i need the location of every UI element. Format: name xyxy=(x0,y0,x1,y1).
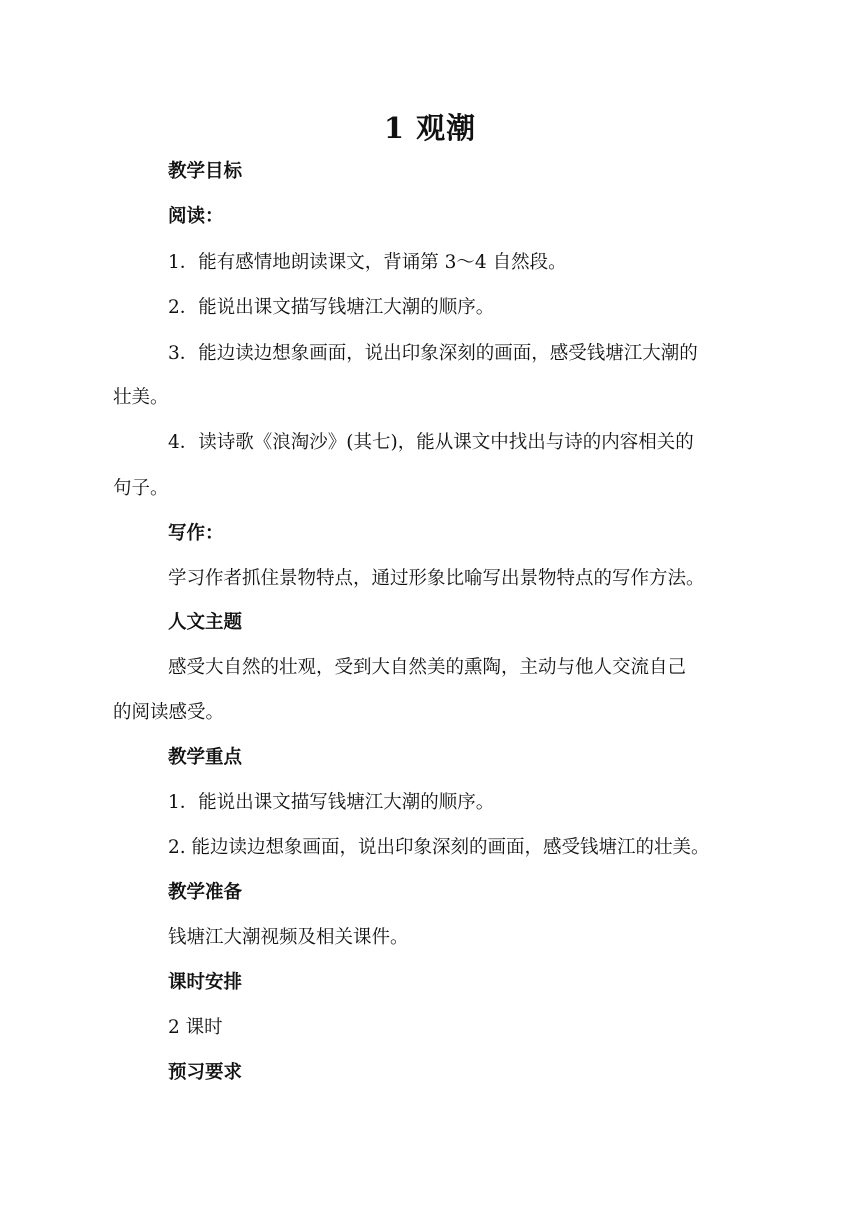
reading-item-4: 4．读诗歌《浪淘沙》(其七)，能从课文中找出与诗的内容相关的 xyxy=(168,432,694,453)
focus-item-2: 2. 能边读边想象画面，说出印象深刻的画面，感受钱塘江的壮美。 xyxy=(168,837,710,858)
writing-heading: 写作： xyxy=(168,523,224,544)
schedule-heading: 课时安排 xyxy=(168,972,243,993)
goals-heading: 教学目标 xyxy=(168,161,243,182)
prep-text: 钱塘江大潮视频及相关课件。 xyxy=(168,927,409,948)
reading-item-4-continuation: 句子。 xyxy=(113,478,169,499)
reading-item-2: 2．能说出课文描写钱塘江大潮的顺序。 xyxy=(168,297,495,318)
focus-heading: 教学重点 xyxy=(168,747,243,768)
theme-heading: 人文主题 xyxy=(168,612,243,633)
reading-item-1: 1．能有感情地朗读课文，背诵第 3～4 自然段。 xyxy=(168,252,567,273)
schedule-text: 2 课时 xyxy=(168,1017,223,1038)
reading-item-3-continuation: 壮美。 xyxy=(113,387,169,408)
reading-heading: 阅读： xyxy=(168,206,224,227)
page-title: 1 观潮 xyxy=(383,111,477,145)
focus-item-1: 1．能说出课文描写钱塘江大潮的顺序。 xyxy=(168,792,495,813)
prep-heading: 教学准备 xyxy=(168,882,243,903)
preview-heading: 预习要求 xyxy=(168,1062,243,1083)
theme-text-line-2: 的阅读感受。 xyxy=(113,702,225,723)
reading-item-3: 3．能边读边想象画面，说出印象深刻的画面，感受钱塘江大潮的 xyxy=(168,343,698,364)
theme-text-line-1: 感受大自然的壮观，受到大自然美的熏陶，主动与他人交流自己 xyxy=(168,657,687,678)
writing-text: 学习作者抓住景物特点，通过形象比喻写出景物特点的写作方法。 xyxy=(168,568,705,589)
